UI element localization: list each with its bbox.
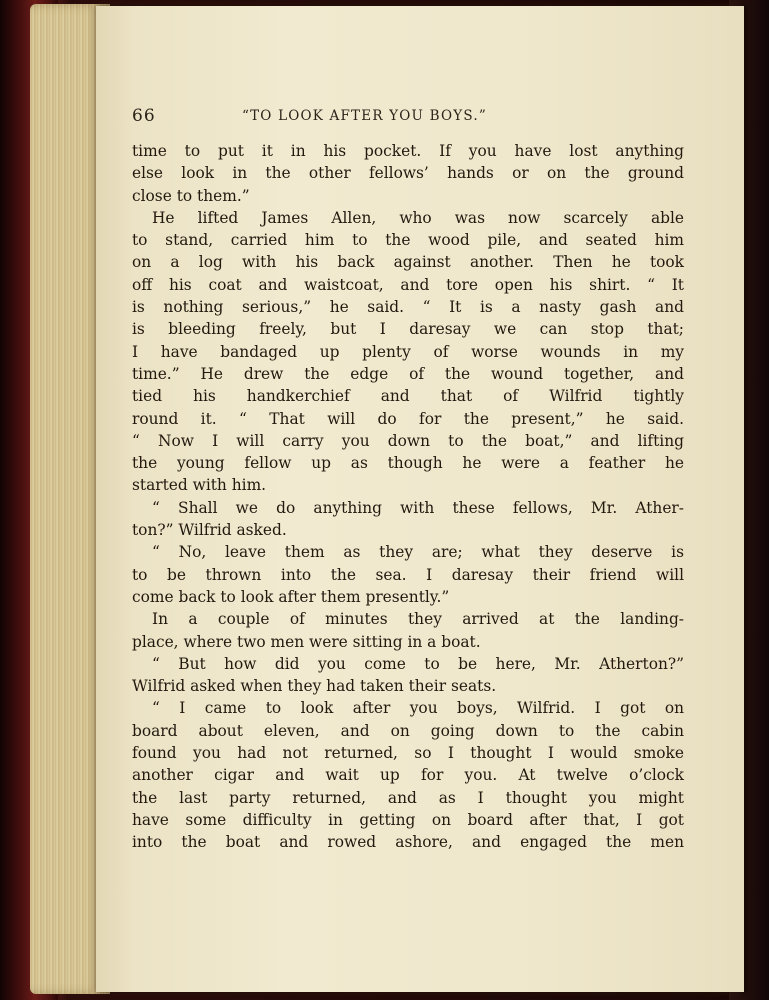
text-line: another cigar and wait up for you. At twelve o’clock xyxy=(132,766,684,785)
text-line: time to put it in his pocket. If you have lost anything xyxy=(132,142,684,160)
text-line: have some difficulty in getting on board after that, I got xyxy=(132,810,684,829)
chapter-heading: “TO LOOK AFTER YOU BOYS.” xyxy=(242,108,487,124)
text-line: “ No, leave them as they are; what they deserve is xyxy=(152,543,684,562)
text-line: Wilfrid asked when they had taken their seats. xyxy=(132,677,497,696)
text-line: I have bandaged up plenty of worse wounds in my xyxy=(132,342,684,361)
page-number: 66 xyxy=(132,106,156,126)
text-line: is bleeding freely, but I daresay we can stop that; xyxy=(132,320,684,339)
text-line: “ I came to look after you boys, Wilfrid. I got on xyxy=(152,699,684,718)
text-line: round it. “ That will do for the present,” he said. xyxy=(132,409,684,428)
text-line: board about eleven, and on going down to the cabin xyxy=(132,721,684,740)
text-line: to be thrown into the sea. I daresay their friend will xyxy=(132,565,684,584)
text-line: the last party returned, and as I thought you might xyxy=(132,788,684,807)
text-line: off his coat and waistcoat, and tore open his shirt. “ It xyxy=(132,275,684,294)
text-line: tied his handkerchief and that of Wilfrid tightly xyxy=(132,387,684,406)
body-text xyxy=(132,140,684,854)
text-line: into the boat and rowed ashore, and engaged the men xyxy=(132,833,684,852)
text-line: else look in the other fellows’ hands or on the ground xyxy=(132,164,684,183)
running-head xyxy=(132,106,604,130)
text-line: the young fellow up as though he were a feather he xyxy=(132,454,684,473)
text-line: time.” He drew the edge of the wound together, and xyxy=(132,364,684,383)
text-line: “ Now I will carry you down to the boat,” and lifting xyxy=(132,431,684,450)
text-line: close to them.” xyxy=(132,186,250,205)
text-line: come back to look after them presently.” xyxy=(132,587,450,606)
text-line: is nothing serious,” he said. “ It is a nasty gash and xyxy=(132,298,684,317)
text-line: “ Shall we do anything with these fellows, Mr. Ather- xyxy=(152,498,684,517)
text-line: found you had not returned, so I thought I would smoke xyxy=(132,744,684,763)
text-line: He lifted James Allen, who was now scarcely able xyxy=(152,208,684,227)
text-line: to stand, carried him to the wood pile, and seated him xyxy=(132,231,684,250)
text-line: ton?” Wilfrid asked. xyxy=(132,521,287,540)
text-line: started with him. xyxy=(132,476,267,495)
text-line: In a couple of minutes they arrived at the landing- xyxy=(152,610,684,629)
text-line: place, where two men were sitting in a boat. xyxy=(132,632,481,651)
text-line: on a log with his back against another. Then he took xyxy=(132,253,684,272)
text-line: “ But how did you come to be here, Mr. Atherton?” xyxy=(152,654,684,673)
